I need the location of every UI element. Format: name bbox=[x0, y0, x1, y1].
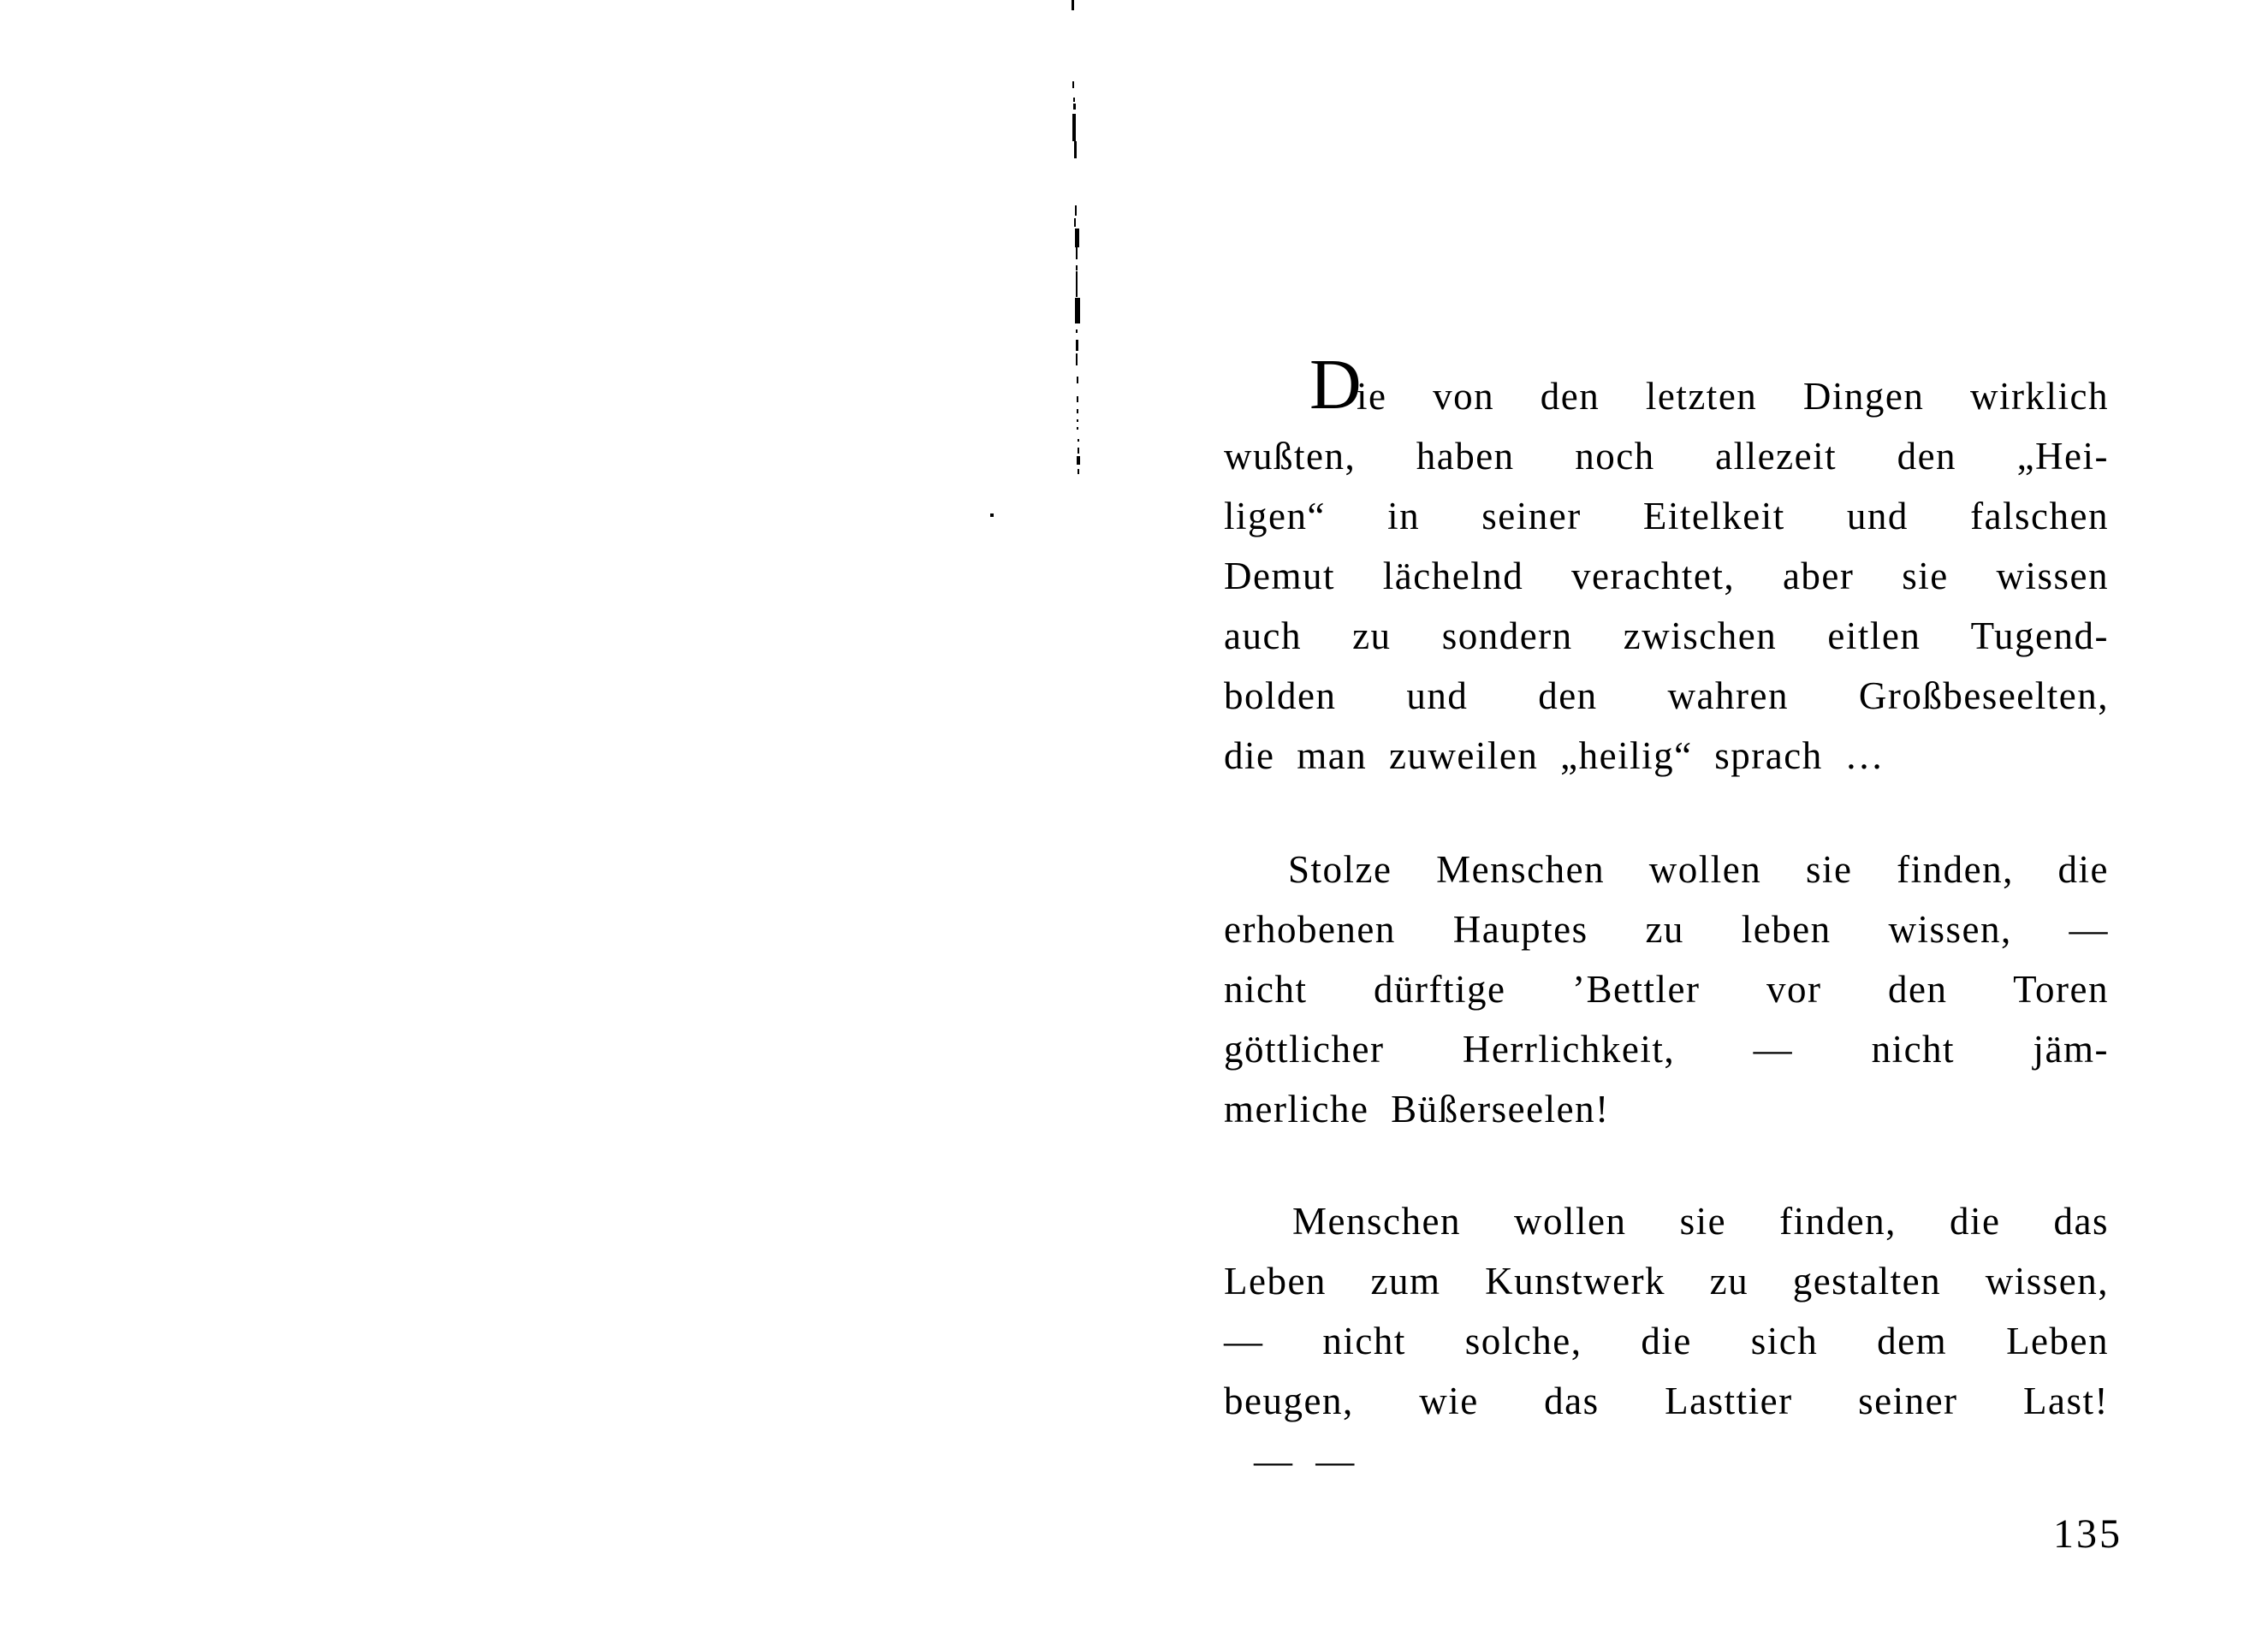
text-line: Stolze Menschen wollen sie finden, die bbox=[1288, 848, 2109, 891]
paragraph-2 bbox=[1224, 840, 2109, 1139]
initial-capital: D bbox=[1309, 345, 1362, 424]
page-number: 135 bbox=[2053, 1511, 2123, 1557]
text-line: die man zuweilen „heilig“ sprach … bbox=[1224, 734, 1885, 777]
text-line: erhobenen Hauptes zu leben wissen, — bbox=[1224, 908, 2109, 951]
text-line: ligen“ in seiner Eitelkeit und falschen bbox=[1224, 495, 2109, 537]
paragraph-3 bbox=[1224, 1191, 2109, 1431]
text-line: wußten, haben noch allezeit den „Hei- bbox=[1224, 435, 2109, 478]
text-line: nicht dürftige ’Bettler vor den Toren bbox=[1224, 968, 2109, 1011]
text-line: auch zu sondern zwischen eitlen Tugend- bbox=[1224, 614, 2109, 657]
text-line: göttlicher Herrlichkeit, — nicht jäm- bbox=[1224, 1028, 2109, 1071]
text-line: Demut lächelnd verachtet, aber sie wissen bbox=[1224, 555, 2109, 597]
text-line: — nicht solche, die sich dem Leben bbox=[1224, 1320, 2109, 1362]
end-mark: — — bbox=[1254, 1439, 1356, 1482]
text-line: Leben zum Kunstwerk zu gestalten wissen, bbox=[1224, 1260, 2109, 1303]
text-line: ie von den letzten Dingen wirklich bbox=[1357, 375, 2109, 418]
text-line: bolden und den wahren Großbeseelten, bbox=[1224, 674, 2109, 717]
text-line: Menschen wollen sie finden, die das bbox=[1292, 1200, 2109, 1243]
paragraph-1 bbox=[1224, 345, 2109, 786]
text-line: merliche Büßerseelen! bbox=[1224, 1088, 1610, 1130]
text-line: beugen, wie das Lasttier seiner Last! bbox=[1224, 1380, 2109, 1422]
text-block bbox=[1224, 345, 2109, 1491]
